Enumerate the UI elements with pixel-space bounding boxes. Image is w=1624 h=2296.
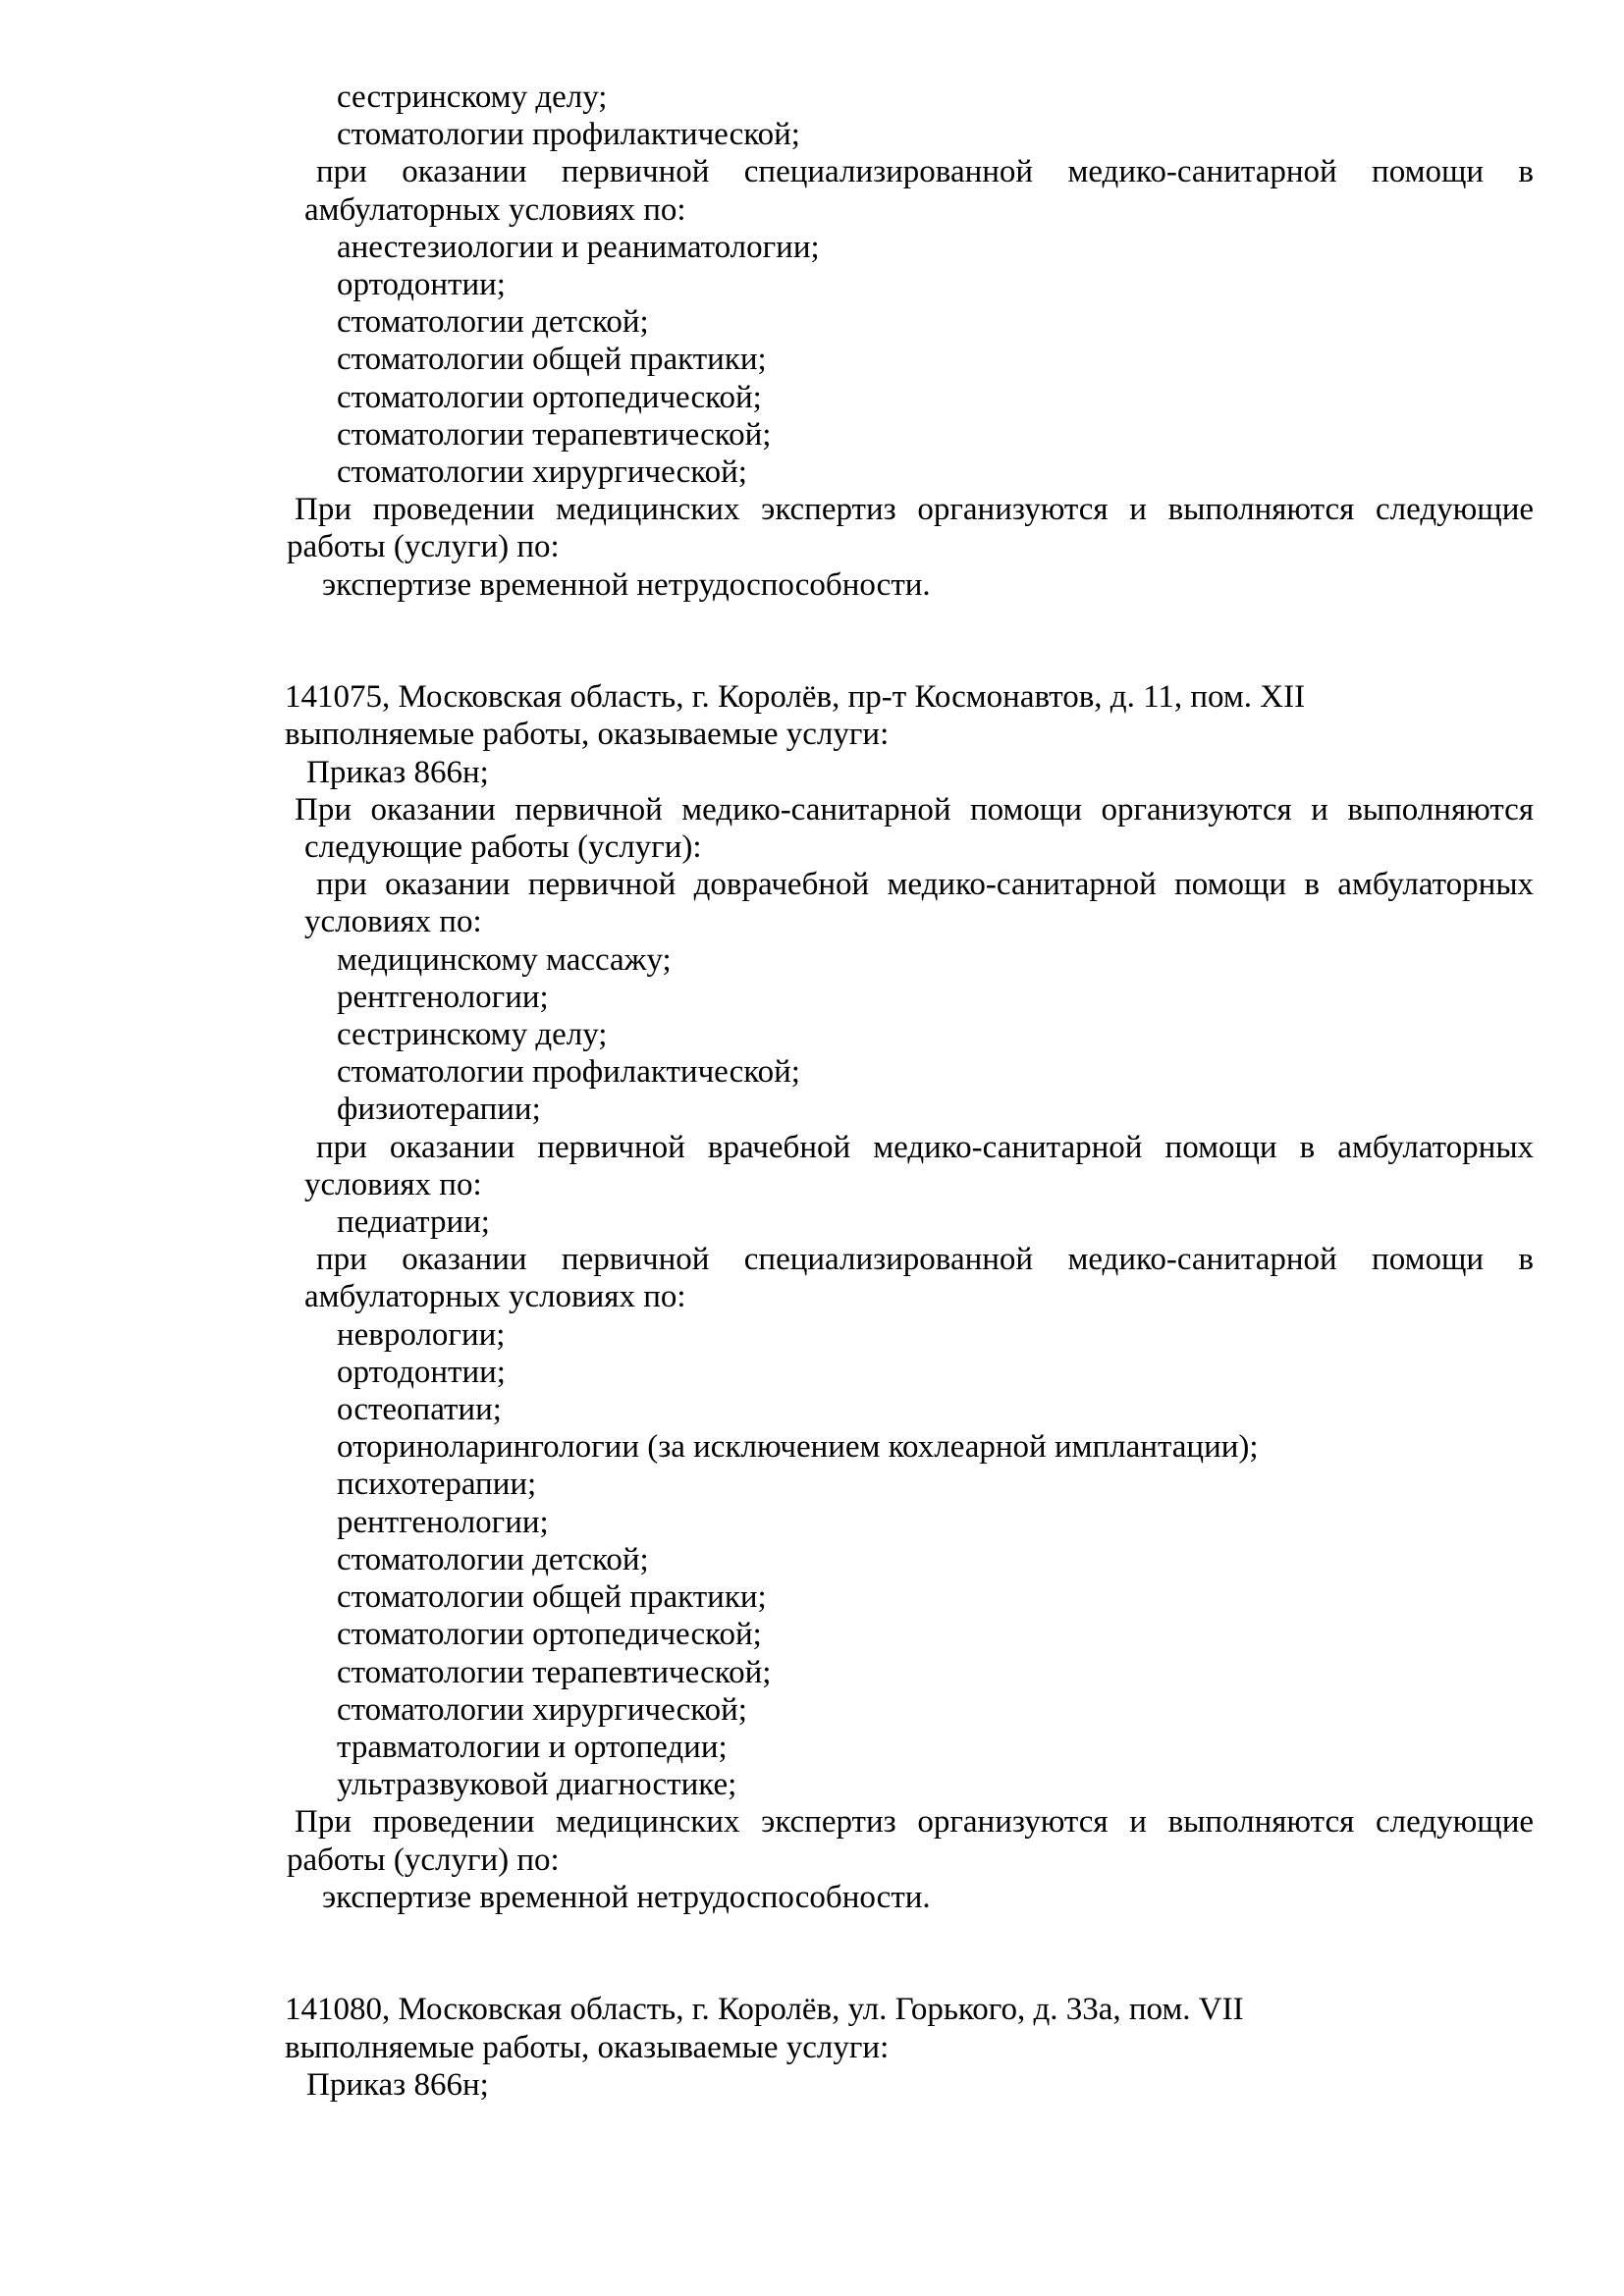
document-text-line: анестезиологии и реаниматологии; [337,229,820,265]
document-text-line: медицинскому массажу; [337,941,672,978]
document-text-line: стоматологии терапевтической; [337,1654,772,1690]
document-text-line: стоматологии хирургической; [337,454,747,491]
blank-line [285,604,1534,641]
document-text-line: ультразвуковой диагностике; [337,1767,737,1803]
document-text-line: следующие работы (услуги): [304,829,702,866]
document-text-line: экспертизе временной нетрудоспособности. [322,1879,931,1915]
document-text-line: амбулаторных условиях по: [304,191,686,228]
document-text-line: неврологии; [337,1316,506,1353]
blank-line [285,641,1534,678]
document-text-line: Приказ 866н; [306,2066,489,2103]
document-text-line: работы (услуги) по: [287,529,560,565]
document-text-line: при оказании первичной доврачебной медико-санитарной помощи в амбулаторных [316,867,1534,903]
document-text-line: стоматологии профилактической; [337,1054,800,1091]
document-text-line: травматологии и ортопедии; [337,1729,728,1765]
document-text-line: рентгенологии; [337,1504,549,1540]
document-text-line: выполняемые работы, оказываемые услуги: [285,717,890,753]
document-text-block [285,79,1534,2104]
document-text-line: остеопатии; [337,1392,502,1428]
document-text-line: при оказании первичной специализированной медико-санитарной помощи в [316,154,1534,190]
document-text-line: работы (услуги) по: [287,1842,560,1878]
document-text-line: выполняемые работы, оказываемые услуги: [285,2029,890,2065]
document-text-line: условиях по: [304,904,482,940]
document-text-line: рентгенологии; [337,979,549,1015]
document-text-line: При проведении медицинских экспертиз организуются и выполняются следующие [295,492,1534,528]
blank-line [285,1953,1534,1991]
document-text-line: При оказании первичной медико-санитарной помощи организуются и выполняются [295,791,1534,828]
document-text-line: психотерапии; [337,1467,537,1503]
document-text-line: стоматологии детской; [337,304,649,341]
document-text-line: ортодонтии; [337,267,506,303]
document-text-line: стоматологии общей практики; [337,342,767,378]
document-text-line: амбулаторных условиях по: [304,1279,686,1315]
document-text-line: 141080, Московская область, г. Королёв, ул. Горького, д. 33а, пом. VII [285,1992,1244,2028]
document-text-line: стоматологии общей практики; [337,1579,767,1616]
document-text-line: сестринскому делу; [337,1017,608,1053]
document-text-line: стоматологии детской; [337,1541,649,1577]
document-text-line: стоматологии хирургической; [337,1691,747,1728]
document-text-line: 141075, Московская область, г. Королёв, пр-т Космонавтов, д. 11, пом. XII [285,679,1306,716]
document-text-line: При проведении медицинских экспертиз организуются и выполняются следующие [295,1804,1534,1841]
document-text-line: условиях по: [304,1166,482,1202]
document-text-line: оториноларингологии (за исключением кохлеарной имплантации); [337,1429,1259,1466]
document-text-line: Приказ 866н; [306,754,489,790]
document-text-line: ортодонтии; [337,1354,506,1390]
document-text-line: стоматологии ортопедической; [337,1617,762,1653]
document-text-line: стоматологии профилактической; [337,117,800,153]
document-text-line: стоматологии терапевтической; [337,416,772,453]
document-text-line: стоматологии ортопедической; [337,379,762,415]
document-text-line: педиатрии; [337,1204,490,1241]
blank-line [285,1916,1534,1953]
document-text-line: физиотерапии; [337,1092,541,1128]
document-text-line: при оказании первичной специализированной медико-санитарной помощи в [316,1242,1534,1278]
document-text-line: экспертизе временной нетрудоспособности. [322,566,931,603]
document-text-line: при оказании первичной врачебной медико-санитарной помощи в амбулаторных [316,1129,1534,1165]
document-text-line: сестринскому делу; [337,80,608,115]
